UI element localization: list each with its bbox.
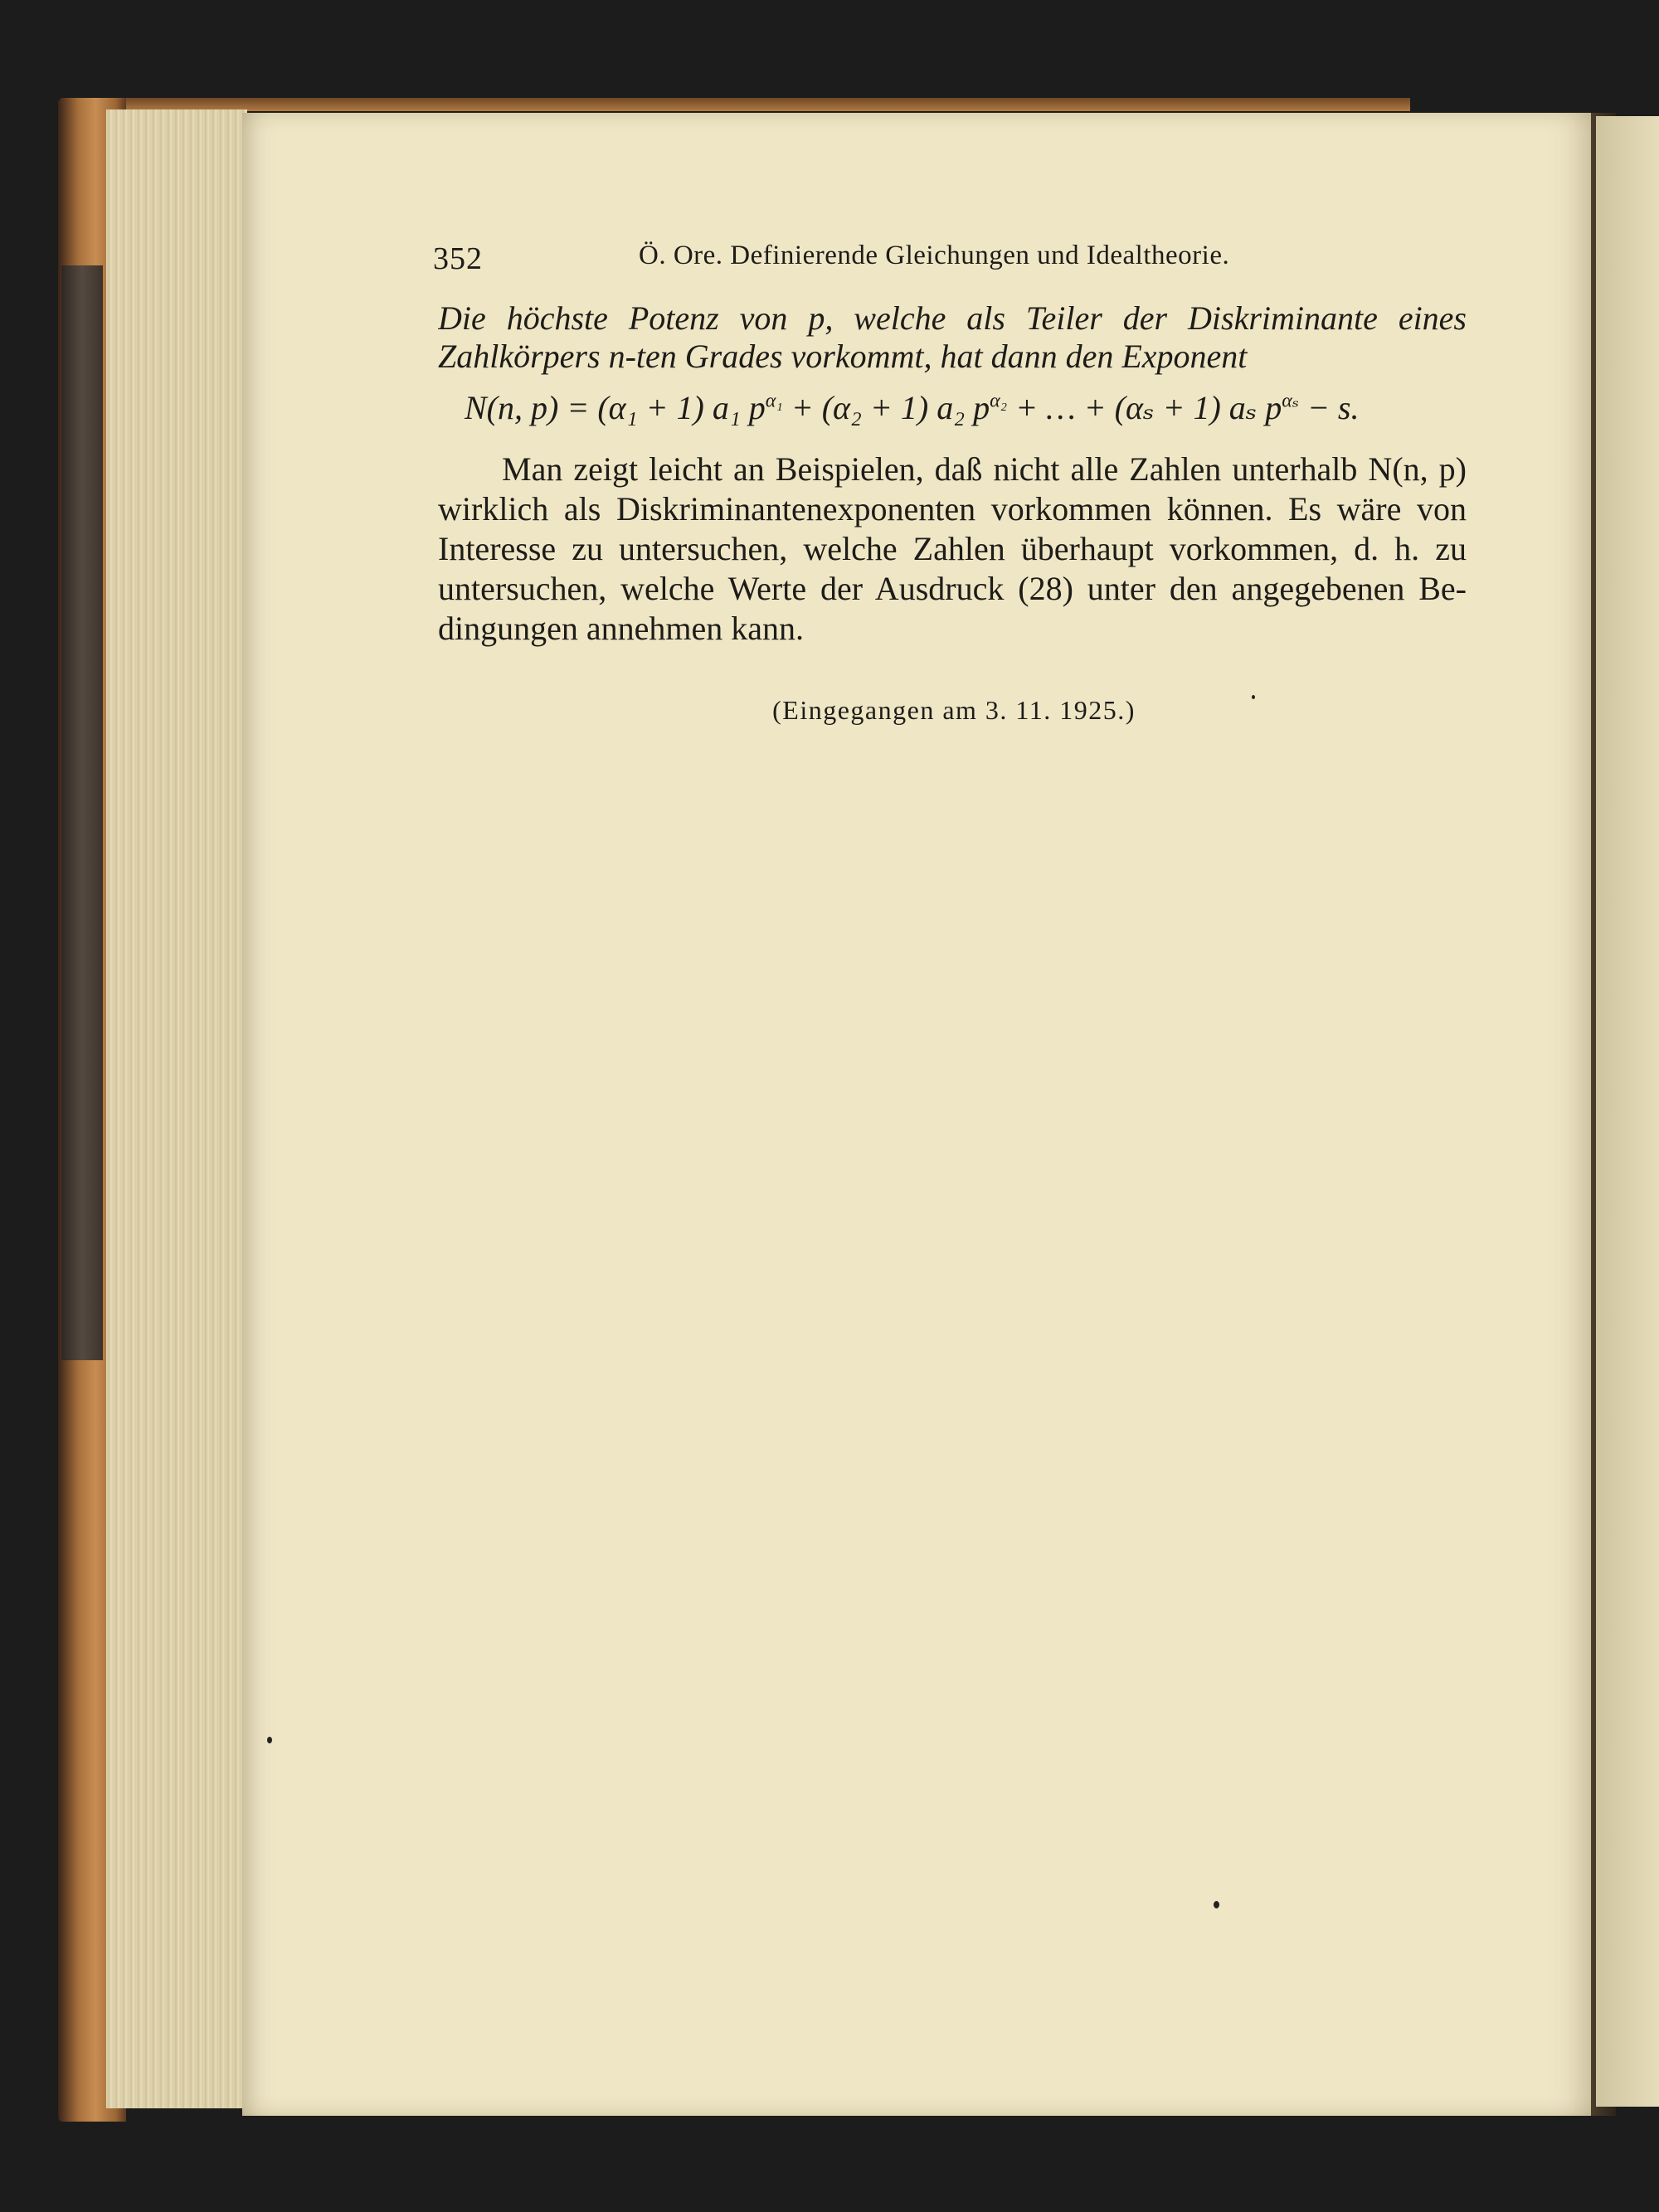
running-title: Ö. Ore. Definierende Gleichungen und Idealtheorie. (639, 241, 1230, 270)
theorem-line-1: Die höchste Potenz von p, welche als Teiler der Diskriminante eines (438, 299, 1467, 337)
formula-term-2: + (α₂ + 1) a₂ p (782, 389, 990, 426)
formula-exponent-2: α₂ (990, 390, 1008, 412)
formula-exponent-1: α₁ (765, 390, 783, 412)
page-stack-edges (106, 109, 247, 2108)
paragraph-line-4: untersuchen, welche Werte der Ausdruck (28) unter den angegebenen Be- (438, 570, 1467, 607)
paragraph-line-3: Interesse zu untersuchen, welche Zahlen überhaupt vorkommen, d. h. zu (438, 530, 1467, 567)
book-cover-marbled-patch (61, 265, 103, 1360)
paragraph-line-1: Man zeigt leicht an Beispielen, daß nicht alle Zahlen unterhalb N(n, p) (502, 450, 1467, 488)
paper-speck (1252, 695, 1255, 699)
paragraph-line-5: dingungen annehmen kann. (438, 610, 804, 647)
received-date: (Eingegangen am 3. 11. 1925.) (772, 695, 1136, 725)
theorem-line-2: Zahlkörpers n-ten Grades vorkommt, hat dann den Exponent (438, 338, 1248, 375)
book-cover-top-edge (66, 98, 1410, 111)
formula-exponent-3: αₛ (1282, 390, 1299, 412)
paper-speck (267, 1737, 272, 1743)
formula-term-1: (α₁ + 1) a₁ p (597, 389, 766, 426)
page-number: 352 (433, 241, 483, 276)
paragraph-line-2: wirklich als Diskriminantenexponenten vorkommen können. Es wäre von (438, 490, 1467, 527)
facing-page-edge (1596, 116, 1659, 2107)
formula-lhs: N(n, p) = (465, 389, 598, 426)
exponent-formula (465, 388, 1360, 427)
paper-speck (1214, 1901, 1219, 1908)
formula-term-3: + … + (αₛ + 1) aₛ p (1007, 389, 1282, 426)
formula-tail: − s. (1298, 389, 1360, 426)
